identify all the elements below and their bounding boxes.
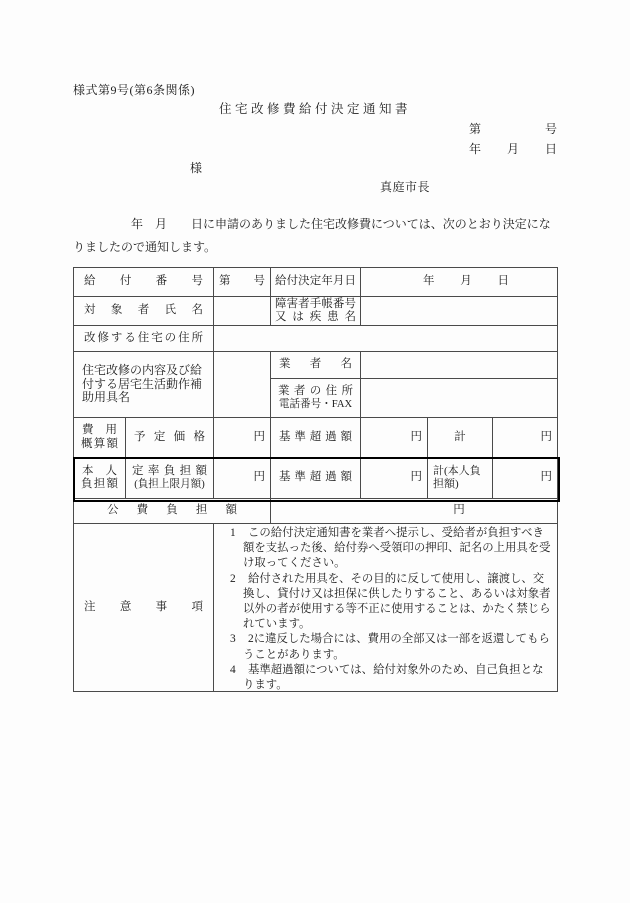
estimate-total-unit: 円 [493, 418, 558, 458]
doc-number-suffix: 号 [544, 122, 557, 136]
estimated-cost-label [74, 418, 126, 458]
vendor-address-label-line2: 電話番号・FAX [278, 399, 353, 410]
fixed-rate-label [126, 458, 214, 499]
note-number: 2 [230, 572, 236, 585]
fixed-rate-label-line2: (負担上限月額) [134, 479, 205, 490]
self-pay-total-label: 計(本人負担額) [428, 458, 493, 499]
note-text: 給付された用具を、その目的に反して使用し、譲渡し、交換し、貸付け又は担保に供したりすること、あるいは対象者以外の者が使用する等不正に使用することは、かたく禁じられています。 [243, 572, 551, 631]
notes-label: 注 意 事 項 [74, 524, 214, 692]
issue-date-year: 年 [469, 142, 482, 156]
house-address-value [214, 326, 558, 352]
vendor-address-value [361, 379, 558, 418]
vendor-address-label-line1: 業 者 の 住 所 [278, 384, 353, 397]
form-number-label: 様式第9号(第6条関係) [73, 83, 195, 97]
note-item [230, 526, 553, 572]
decision-date-value-text: 年 月 日 [423, 275, 509, 288]
benefit-number-value: 第 号 [214, 268, 271, 297]
note-text: 2に違反した場合には、費用の全部又は一部を返還してもらうことがあります。 [243, 633, 550, 661]
vendor-name-label: 業 者 名 [271, 352, 361, 379]
estimate-total-label: 計 [428, 418, 493, 458]
issue-date-day: 日 [544, 142, 557, 156]
doc-number-line [469, 122, 557, 136]
note-number: 4 [230, 663, 236, 676]
note-text: この給付決定通知書を業者へ提示し、受給者が負担すべき額を支払った後、給付券へ受領印の押印、記名の上用具を受け取ってください。 [243, 527, 551, 570]
public-expense-label [74, 499, 271, 524]
self-payment-label-line2: 負 担 額 [81, 478, 118, 490]
note-item [230, 663, 553, 692]
addressee-honorific: 様 [190, 161, 203, 175]
self-pay-total-unit: 円 [493, 458, 558, 499]
body-paragraph: 年 月 日に申請のありました住宅改修費については、次のとおり決定になりましたので通知します。 [73, 217, 551, 254]
renovation-content-label: 住宅改修の内容及び給付する居宅生活動作補助用具名 [74, 352, 214, 418]
benefit-number-label: 給 付 番 号 [74, 268, 214, 297]
self-pay-excess-label: 基 準 超 過 額 [271, 458, 361, 499]
self-payment-label-line1: 本 人 [82, 464, 117, 477]
decision-date-label: 給 付 決 定 年 月 日 [271, 268, 361, 297]
estimate-excess-label: 基 準 超 過 額 [271, 418, 361, 458]
grant-table [73, 267, 558, 692]
recipient-name-value [214, 297, 271, 326]
decision-date-value [361, 268, 558, 297]
estimated-cost-label-line1: 費 用 [82, 424, 117, 436]
note-number: 3 [230, 633, 236, 646]
fixed-rate-unit: 円 [214, 458, 271, 499]
sender-name: 真庭市長 [380, 180, 431, 194]
renovation-content-value [214, 352, 271, 418]
vendor-name-value [361, 352, 558, 379]
handbook-number-label [271, 297, 361, 326]
house-address-label: 改 修 す る 住 宅 の 住 所 [74, 326, 214, 352]
document-title: 住宅改修費給付決定通知書 [218, 102, 411, 116]
issue-date-month: 月 [506, 142, 519, 156]
handbook-number-label-line2: 又 は 疾 患 名 [275, 311, 356, 323]
notes-list [230, 526, 553, 692]
note-item [230, 572, 553, 633]
estimate-excess-unit: 円 [361, 418, 428, 458]
self-pay-excess-unit: 円 [361, 458, 428, 499]
planned-price-unit: 円 [214, 418, 271, 458]
vendor-address-label [271, 379, 361, 418]
planned-price-label: 予 定 価 格 [126, 418, 214, 458]
note-item [230, 632, 553, 662]
estimated-cost-label-line2: 概 算 額 [81, 437, 118, 450]
handbook-number-label-line1: 障 害 者 手 帳 番 号 [275, 297, 356, 310]
note-text: 基準超過額については、給付対象外のため、自己負担となります。 [243, 663, 544, 692]
doc-number-prefix: 第 [469, 122, 482, 136]
note-number: 1 [230, 527, 236, 539]
public-expense-label-text: 公 費 負 担 額 [107, 504, 237, 517]
recipient-name-label: 対 象 者 氏 名 [74, 297, 214, 326]
fixed-rate-label-line1: 定 率 負 担 額 [132, 464, 207, 477]
notes-content [214, 524, 558, 692]
issue-date-line [469, 142, 557, 156]
handbook-number-value [361, 297, 558, 326]
self-payment-label [74, 458, 126, 499]
public-expense-unit: 円 [271, 499, 558, 524]
